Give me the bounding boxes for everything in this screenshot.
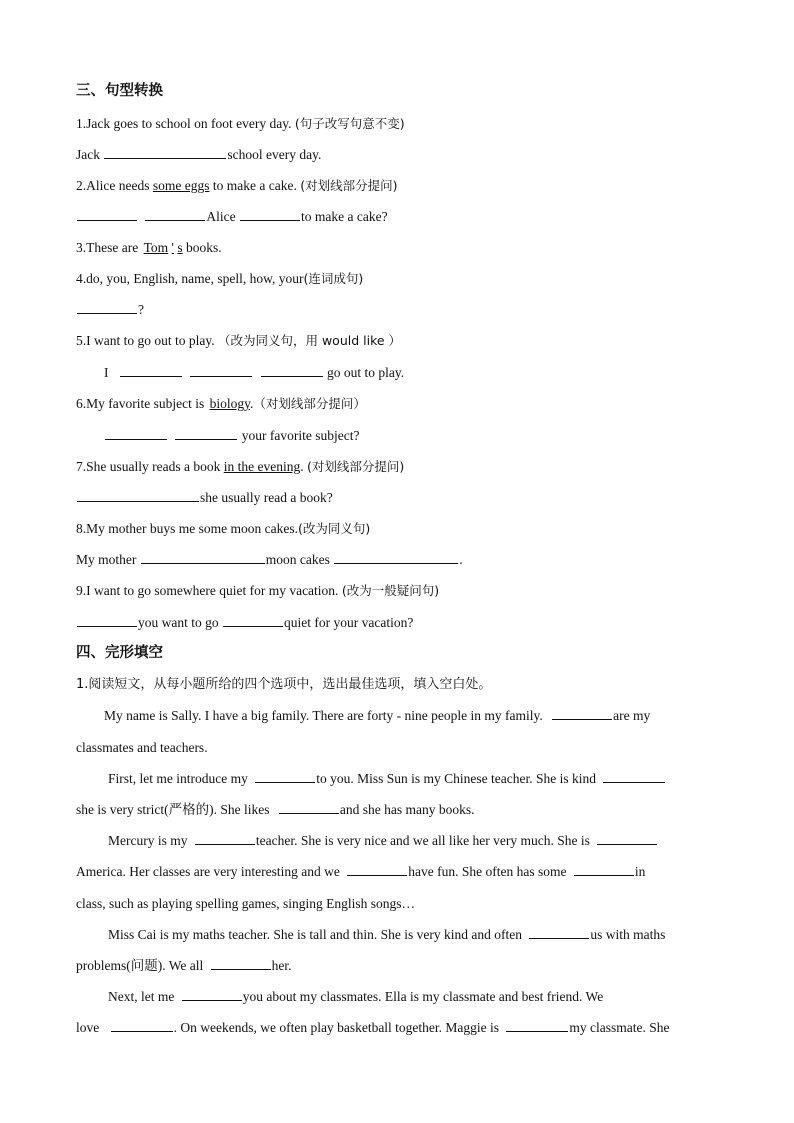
cloze-p4-line1 [108,926,665,944]
q7-post: . [300,459,304,474]
blank[interactable] [255,770,315,783]
cloze-text: and she has many books. [339,802,475,817]
q3-pre: 3.These are [76,240,139,255]
q6-pre: 6.My favorite subject is [76,396,205,411]
q7-underlined: in the evening [223,459,301,474]
blank[interactable] [195,832,255,845]
blank[interactable] [506,1019,568,1032]
q1-text: 1.Jack goes to school on foot every day. [76,116,292,131]
q4-text: 4.do, you, English, name, spell, how, your [76,271,304,286]
blank[interactable] [190,364,252,377]
blank[interactable] [145,208,205,221]
blank[interactable] [240,208,300,221]
blank[interactable] [279,801,339,814]
cloze-text: . On weekends, we often play basketball together. Maggie is [173,1020,500,1035]
q1-note: (句子改写句意不变) [294,116,405,131]
cloze-text: Next, let me [108,989,175,1004]
cloze-text: America. Her classes are very interesting and we [76,864,340,879]
cloze-text: she is very strict(严格的). She likes [76,802,270,817]
cloze-p1-line1 [104,707,650,725]
cloze-p3-line2 [76,863,645,881]
cloze-instruction: 1.阅读短文，从每小题所给的四个选项中，选出最佳选项，填入空白处。 [76,677,492,692]
blank[interactable] [334,551,458,564]
blank[interactable] [77,489,199,502]
q2-pre: 2.Alice needs [76,178,150,193]
q5-a1: I [104,365,109,380]
q2-post: to make a cake. [212,178,297,193]
answer-6 [104,427,359,445]
q6-post: . [249,396,254,411]
blank[interactable] [175,427,237,440]
cloze-text: Miss Cai is my maths teacher. She is tall and thin. She is very kind and often [108,927,522,942]
blank[interactable] [104,146,226,159]
blank[interactable] [597,832,657,845]
q5-a2: go out to play. [327,365,405,380]
answer-1 [76,146,321,164]
question-1 [76,115,405,133]
cloze-text: love [76,1020,100,1035]
q7-note: (对划线部分提问) [306,459,405,474]
q8-a1: My mother [76,552,137,567]
cloze-text: have fun. She often has some [408,864,567,879]
q7-pre: 7.She usually reads a book [76,459,221,474]
q8-a2: moon cakes [265,552,330,567]
blank[interactable] [552,707,612,720]
blank[interactable] [77,301,137,314]
q2-a1: Alice [206,209,236,224]
cloze-p2-line2 [76,801,474,819]
q6-underlined: biology [209,396,250,411]
cloze-p3-line3: class, such as playing spelling games, singing English songs… [76,896,415,911]
question-9 [76,582,439,600]
blank[interactable] [347,863,407,876]
blank[interactable] [223,614,283,627]
q8-note: (改为同义句) [297,521,371,536]
answer-5 [104,364,404,382]
cloze-text: to you. Miss Sun is my Chinese teacher. She is kind [316,771,596,786]
q5-text: 5.I want to go out to play. [76,333,215,348]
q7-a1: she usually read a book? [200,490,333,505]
q8-text: 8.My mother buys me some moon cakes. [76,521,298,536]
question-5 [76,332,401,350]
q3-apostrophe: ' [171,240,174,255]
question-6 [76,395,366,413]
cloze-p3-line1 [108,832,658,850]
cloze-text: are my [613,708,651,723]
q3-post: books. [185,240,222,255]
q6-note: （对划线部分提问） [253,396,366,411]
q6-a1: your favorite subject? [241,428,360,443]
cloze-text: her. [271,958,292,973]
cloze-p2-line1 [108,770,666,788]
question-7 [76,458,404,476]
q2-note: (对划线部分提问) [300,178,398,193]
blank[interactable] [105,427,167,440]
cloze-text: teacher. She is very nice and we all like her very much. She is [255,833,590,848]
cloze-text: you about my classmates. Ella is my classmate and best friend. We [242,989,604,1004]
answer-9 [76,614,413,632]
cloze-text: Mercury is my [108,833,188,848]
section-heading-4: 四、完形填空 [76,645,163,661]
question-4 [76,270,363,288]
cloze-p4-line2 [76,957,292,975]
q4-end: ? [138,302,144,317]
answer-7 [76,489,333,507]
q9-note: (改为一般疑问句) [341,583,440,598]
q9-text: 9.I want to go somewhere quiet for my vacation. [76,583,339,598]
q2-underlined: some eggs [152,178,210,193]
blank[interactable] [141,551,265,564]
cloze-p1-line2: classmates and teachers. [76,740,208,755]
cloze-p5-line2 [76,1019,670,1037]
blank[interactable] [529,926,589,939]
q1-a2: school every day. [227,147,322,162]
q4-note: (连词成句) [303,271,364,286]
q3-underlined-1: Tom [143,240,169,255]
cloze-text: First, let me introduce my [108,771,248,786]
cloze-text: my classmate. She [569,1020,670,1035]
section-heading-3: 三、句型转换 [76,83,163,99]
question-8 [76,520,370,538]
answer-2 [76,208,388,226]
answer-4 [76,301,144,319]
q3-underlined-2: s [177,240,183,255]
blank[interactable] [182,988,242,1001]
q2-a2: to make a cake? [301,209,388,224]
cloze-p5-line1 [108,988,603,1006]
blank[interactable] [111,1019,173,1032]
q5-note: （改为同义句，用 would like ） [217,333,402,348]
answer-8 [76,551,463,569]
q1-a1: Jack [76,147,100,162]
cloze-text: in [634,864,646,879]
question-3 [76,239,222,257]
q9-a1: you want to go [138,615,219,630]
blank[interactable] [120,364,182,377]
blank[interactable] [211,957,271,970]
question-2 [76,177,397,195]
blank[interactable] [77,614,137,627]
cloze-text: My name is Sally. I have a big family. There are forty - nine people in my family. [104,708,543,723]
blank[interactable] [77,208,137,221]
blank[interactable] [574,863,634,876]
cloze-text: us with maths [590,927,666,942]
q9-a2: quiet for your vacation? [284,615,414,630]
blank[interactable] [261,364,323,377]
q8-a3: . [459,552,463,567]
cloze-text: problems(问题). We all [76,958,204,973]
blank[interactable] [603,770,665,783]
